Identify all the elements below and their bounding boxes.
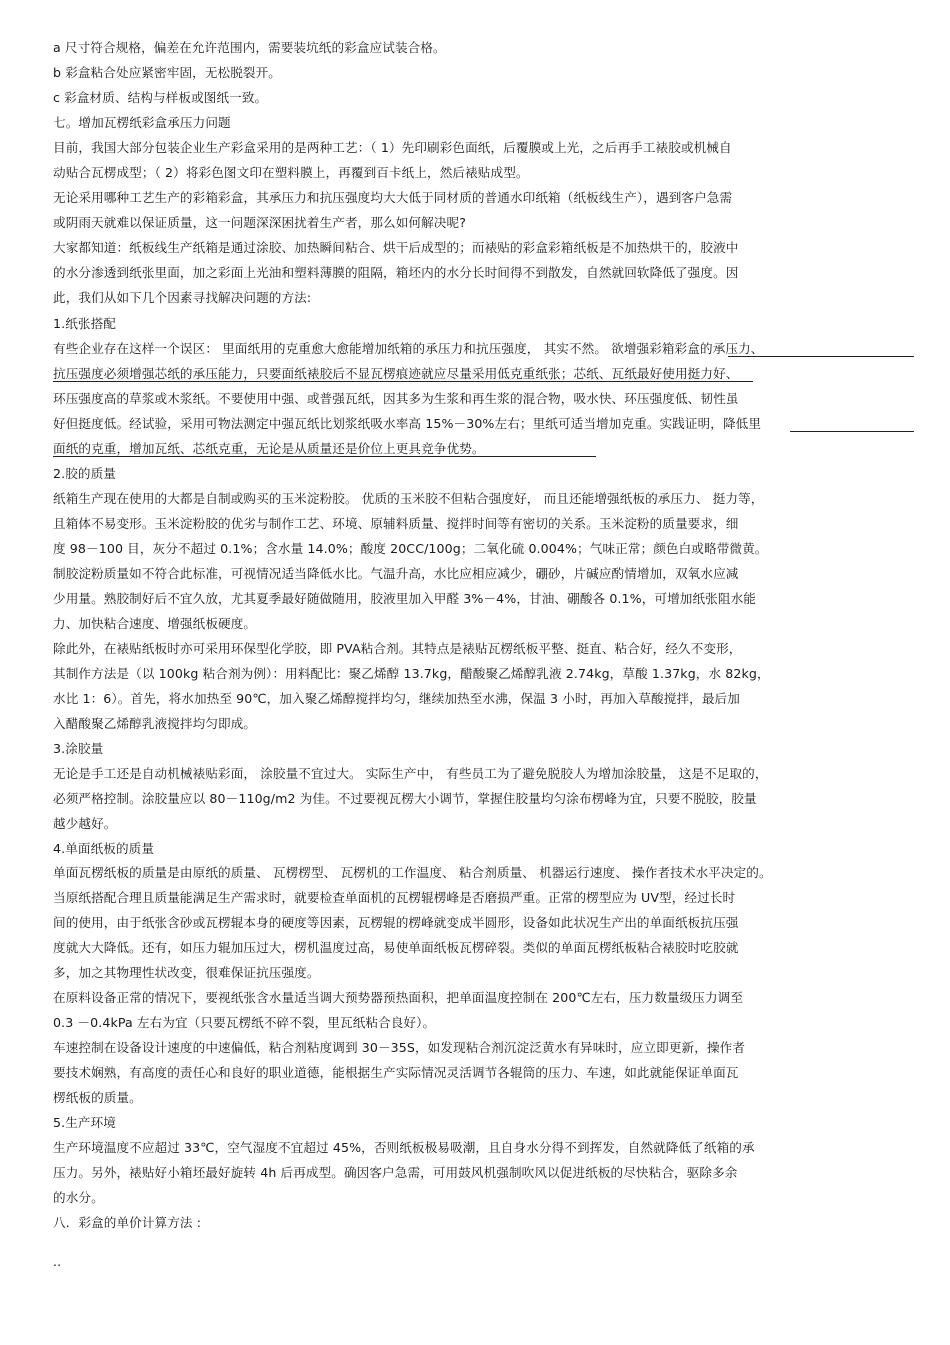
text-line: 少用量。熟胶制好后不宜久放，尤其夏季最好随做随用，胶液里加入甲醛 3%－4%，甘油、硼酸各 0.1%，可增加纸张阻水能 bbox=[53, 591, 756, 606]
subsection-heading: 3.涂胶量 bbox=[53, 741, 104, 756]
trailing-dots: .. bbox=[53, 1254, 62, 1269]
text-line: 动贴合瓦楞成型；（ 2）将彩色图文印在塑料膜上，再覆到百卡纸上，然后裱贴成型。 bbox=[53, 165, 529, 180]
text-line: 力、加快粘合速度、增强纸板硬度。 bbox=[53, 616, 257, 631]
subsection-heading: 4.单面纸板的质量 bbox=[53, 841, 155, 856]
text-line: b 彩盒粘合处应紧密牢固，无松脱裂开。 bbox=[53, 65, 281, 80]
text-line: 多，加之其物理性状改变，很难保证抗压强度。 bbox=[53, 965, 320, 980]
text-line: 压力。另外，裱贴好小箱坯最好旋转 4h 后再成型。确因客户急需，可用鼓风机强制吹风以促进纸板的尽快粘合，驱除多余 bbox=[53, 1165, 738, 1180]
text-line: 制胶淀粉质量如不符合此标准，可视情况适当降低水比。气温升高，水比应相应减少，硼砂，片碱应酌情增加，双氧水应减 bbox=[53, 566, 739, 581]
text-line: 纸箱生产现在使用的大都是自制或购买的玉米淀粉胶。 优质的玉米胶不但粘合强度好， 而且还能增强纸板的承压力、 挺力等， bbox=[53, 491, 764, 506]
underline bbox=[53, 381, 753, 382]
text-line: 大家都知道：纸板线生产纸箱是通过涂胶、加热瞬间粘合、烘干后成型的；而裱贴的彩盒彩箱纸板是不加热烘干的，胶液中 bbox=[53, 240, 739, 255]
text-line: 水比 1：6）。首先，将水加热至 90℃，加入聚乙烯醇搅拌均匀，继续加热至水沸，保温 3 小时，再加入草酸搅拌，最后加 bbox=[53, 691, 740, 706]
text-line: 或阴雨天就难以保证质量，这一问题深深困扰着生产者，那么如何解决呢? bbox=[53, 215, 466, 230]
text-line: 目前，我国大部分包装企业生产彩盒采用的是两种工艺：（ 1）先印刷彩色面纸，后覆膜或上光，之后再手工裱胶或机械自 bbox=[53, 140, 732, 155]
text-line: 的水分渗透到纸张里面，加之彩面上光油和塑料薄膜的阻隔，箱坯内的水分长时间得不到散发，自然就回软降低了强度。因 bbox=[53, 265, 739, 280]
text-line: 度就大大降低。还有，如压力辊加压过大，楞机温度过高，易使单面纸板瓦楞碎裂。类似的单面瓦楞纸板粘合裱胶时吃胶就 bbox=[53, 940, 739, 955]
text-line: 度 98－100 目，灰分不超过 0.1%；含水量 14.0%；酸度 20CC/100g；二氧化硫 0.004%；气味正常；颜色白或略带微黄。 bbox=[53, 541, 768, 556]
text-line: 单面瓦楞纸板的质量是由原纸的质量、 瓦楞楞型、 瓦楞机的工作温度、 粘合剂质量、 机器运行速度、 操作者技术水平决定的。 bbox=[53, 865, 772, 880]
subsection-heading: 5.生产环境 bbox=[53, 1115, 116, 1130]
text-line: a 尺寸符合规格，偏差在允许范围内，需要装坑纸的彩盒应试装合格。 bbox=[53, 40, 446, 55]
text-line: 必须严格控制。涂胶量应以 80－110g/m2 为佳。不过要视瓦楞大小调节，掌握住胶量均匀涂布楞峰为宜，只要不脱胶，胶量 bbox=[53, 791, 757, 806]
text-line: 其制作方法是（以 100kg 粘合剂为例）：用料配比：聚乙烯醇 13.7kg，醋酸聚乙烯醇乳液 2.74kg，草酸 1.37kg，水 82kg， bbox=[53, 666, 770, 681]
text-line: 入醋酸聚乙烯醇乳液搅拌均匀即成。 bbox=[53, 716, 257, 731]
text-line: 好但挺度低。经试验，采用可物法测定中强瓦纸比划浆纸吸水率高 15%－30%左右；里纸可适当增加克重。实践证明，降低里 bbox=[53, 416, 762, 431]
text-line: 无论是手工还是自动机械裱贴彩面， 涂胶量不宜过大。 实际生产中， 有些员工为了避免脱胶人为增加涂胶量， 这是不足取的， bbox=[53, 766, 768, 781]
underline bbox=[53, 456, 596, 457]
text-line: 且箱体不易变形。玉米淀粉胶的优劣与制作工艺、环境、原辅料质量、搅拌时间等有密切的关系。玉米淀粉的质量要求，细 bbox=[53, 516, 739, 531]
text-line: c 彩盒材质、结构与样板或图纸一致。 bbox=[53, 90, 268, 105]
underline bbox=[790, 431, 914, 432]
text-line: 要技术娴熟，有高度的责任心和良好的职业道德，能根据生产实际情况灵活调节各辊筒的压力、车速，如此就能保证单面瓦 bbox=[53, 1065, 739, 1080]
text-line: 面纸的克重，增加瓦纸、芯纸克重，无论是从质量还是价位上更具竞争优势。 bbox=[53, 441, 485, 456]
section-heading: 七。增加瓦楞纸彩盒承压力问题 bbox=[53, 115, 231, 130]
underline bbox=[728, 356, 914, 357]
text-line: 楞纸板的质量。 bbox=[53, 1090, 142, 1105]
text-line: 此，我们从如下几个因素寻找解决问题的方法: bbox=[53, 290, 312, 305]
text-line: 间的使用，由于纸张含砂或瓦楞辊本身的硬度等因素，瓦楞辊的楞峰就变成半圆形，设备如此状况生产出的单面纸板抗压强 bbox=[53, 915, 739, 930]
text-line: 环压强度高的草浆或木浆纸。不要使用中强、或普强瓦纸，因其多为生浆和再生浆的混合物，吸水快、环压强度低、韧性虽 bbox=[53, 391, 739, 406]
text-line: 有些企业存在这样一个误区： 里面纸用的克重愈大愈能增加纸箱的承压力和抗压强度， 其实不然。 欲增强彩箱彩盒的承压力、 bbox=[53, 341, 764, 356]
text-line: 抗压强度必须增强芯纸的承压能力，只要面纸裱胶后不显瓦楞痕迹就应尽量采用低克重纸张；芯纸、瓦纸最好使用挺力好、 bbox=[53, 366, 739, 381]
subsection-heading: 2.胶的质量 bbox=[53, 466, 116, 481]
text-line: 除此外，在裱贴纸板时亦可采用环保型化学胶，即 PVA粘合剂。其特点是裱贴瓦楞纸板平整、挺直、粘合好，经久不变形， bbox=[53, 641, 742, 656]
text-line: 生产环境温度不应超过 33℃，空气湿度不宜超过 45%，否则纸板极易吸潮，且自身水分得不到挥发，自然就降低了纸箱的承 bbox=[53, 1140, 755, 1155]
text-line: 当原纸搭配合理且质量能满足生产需求时，就要检查单面机的瓦楞辊楞峰是否磨损严重。正常的楞型应为 UV型，经过长时 bbox=[53, 890, 736, 905]
text-line: 在原料设备正常的情况下，要视纸张含水量适当调大预势器预热面积，把单面温度控制在 200℃左右，压力数量级压力调至 bbox=[53, 990, 744, 1005]
text-line: 无论采用哪种工艺生产的彩箱彩盒，其承压力和抗压强度均大大低于同材质的普通水印纸箱（纸板线生产），遇到客户急需 bbox=[53, 190, 733, 205]
text-line: 越少越好。 bbox=[53, 816, 117, 831]
text-line: 的水分。 bbox=[53, 1190, 104, 1205]
text-line: 车速控制在设备设计速度的中速偏低，粘合剂粘度调到 30－35S，如发现粘合剂沉淀泛黄水有异味时，应立即更新，操作者 bbox=[53, 1040, 746, 1055]
section-heading: 八．彩盒的单价计算方法 : bbox=[53, 1215, 202, 1230]
subsection-heading: 1.纸张搭配 bbox=[53, 316, 116, 331]
text-line: 0.3 －0.4kPa 左右为宜（只要瓦楞纸不碎不裂，里瓦纸粘合良好）。 bbox=[53, 1015, 436, 1030]
